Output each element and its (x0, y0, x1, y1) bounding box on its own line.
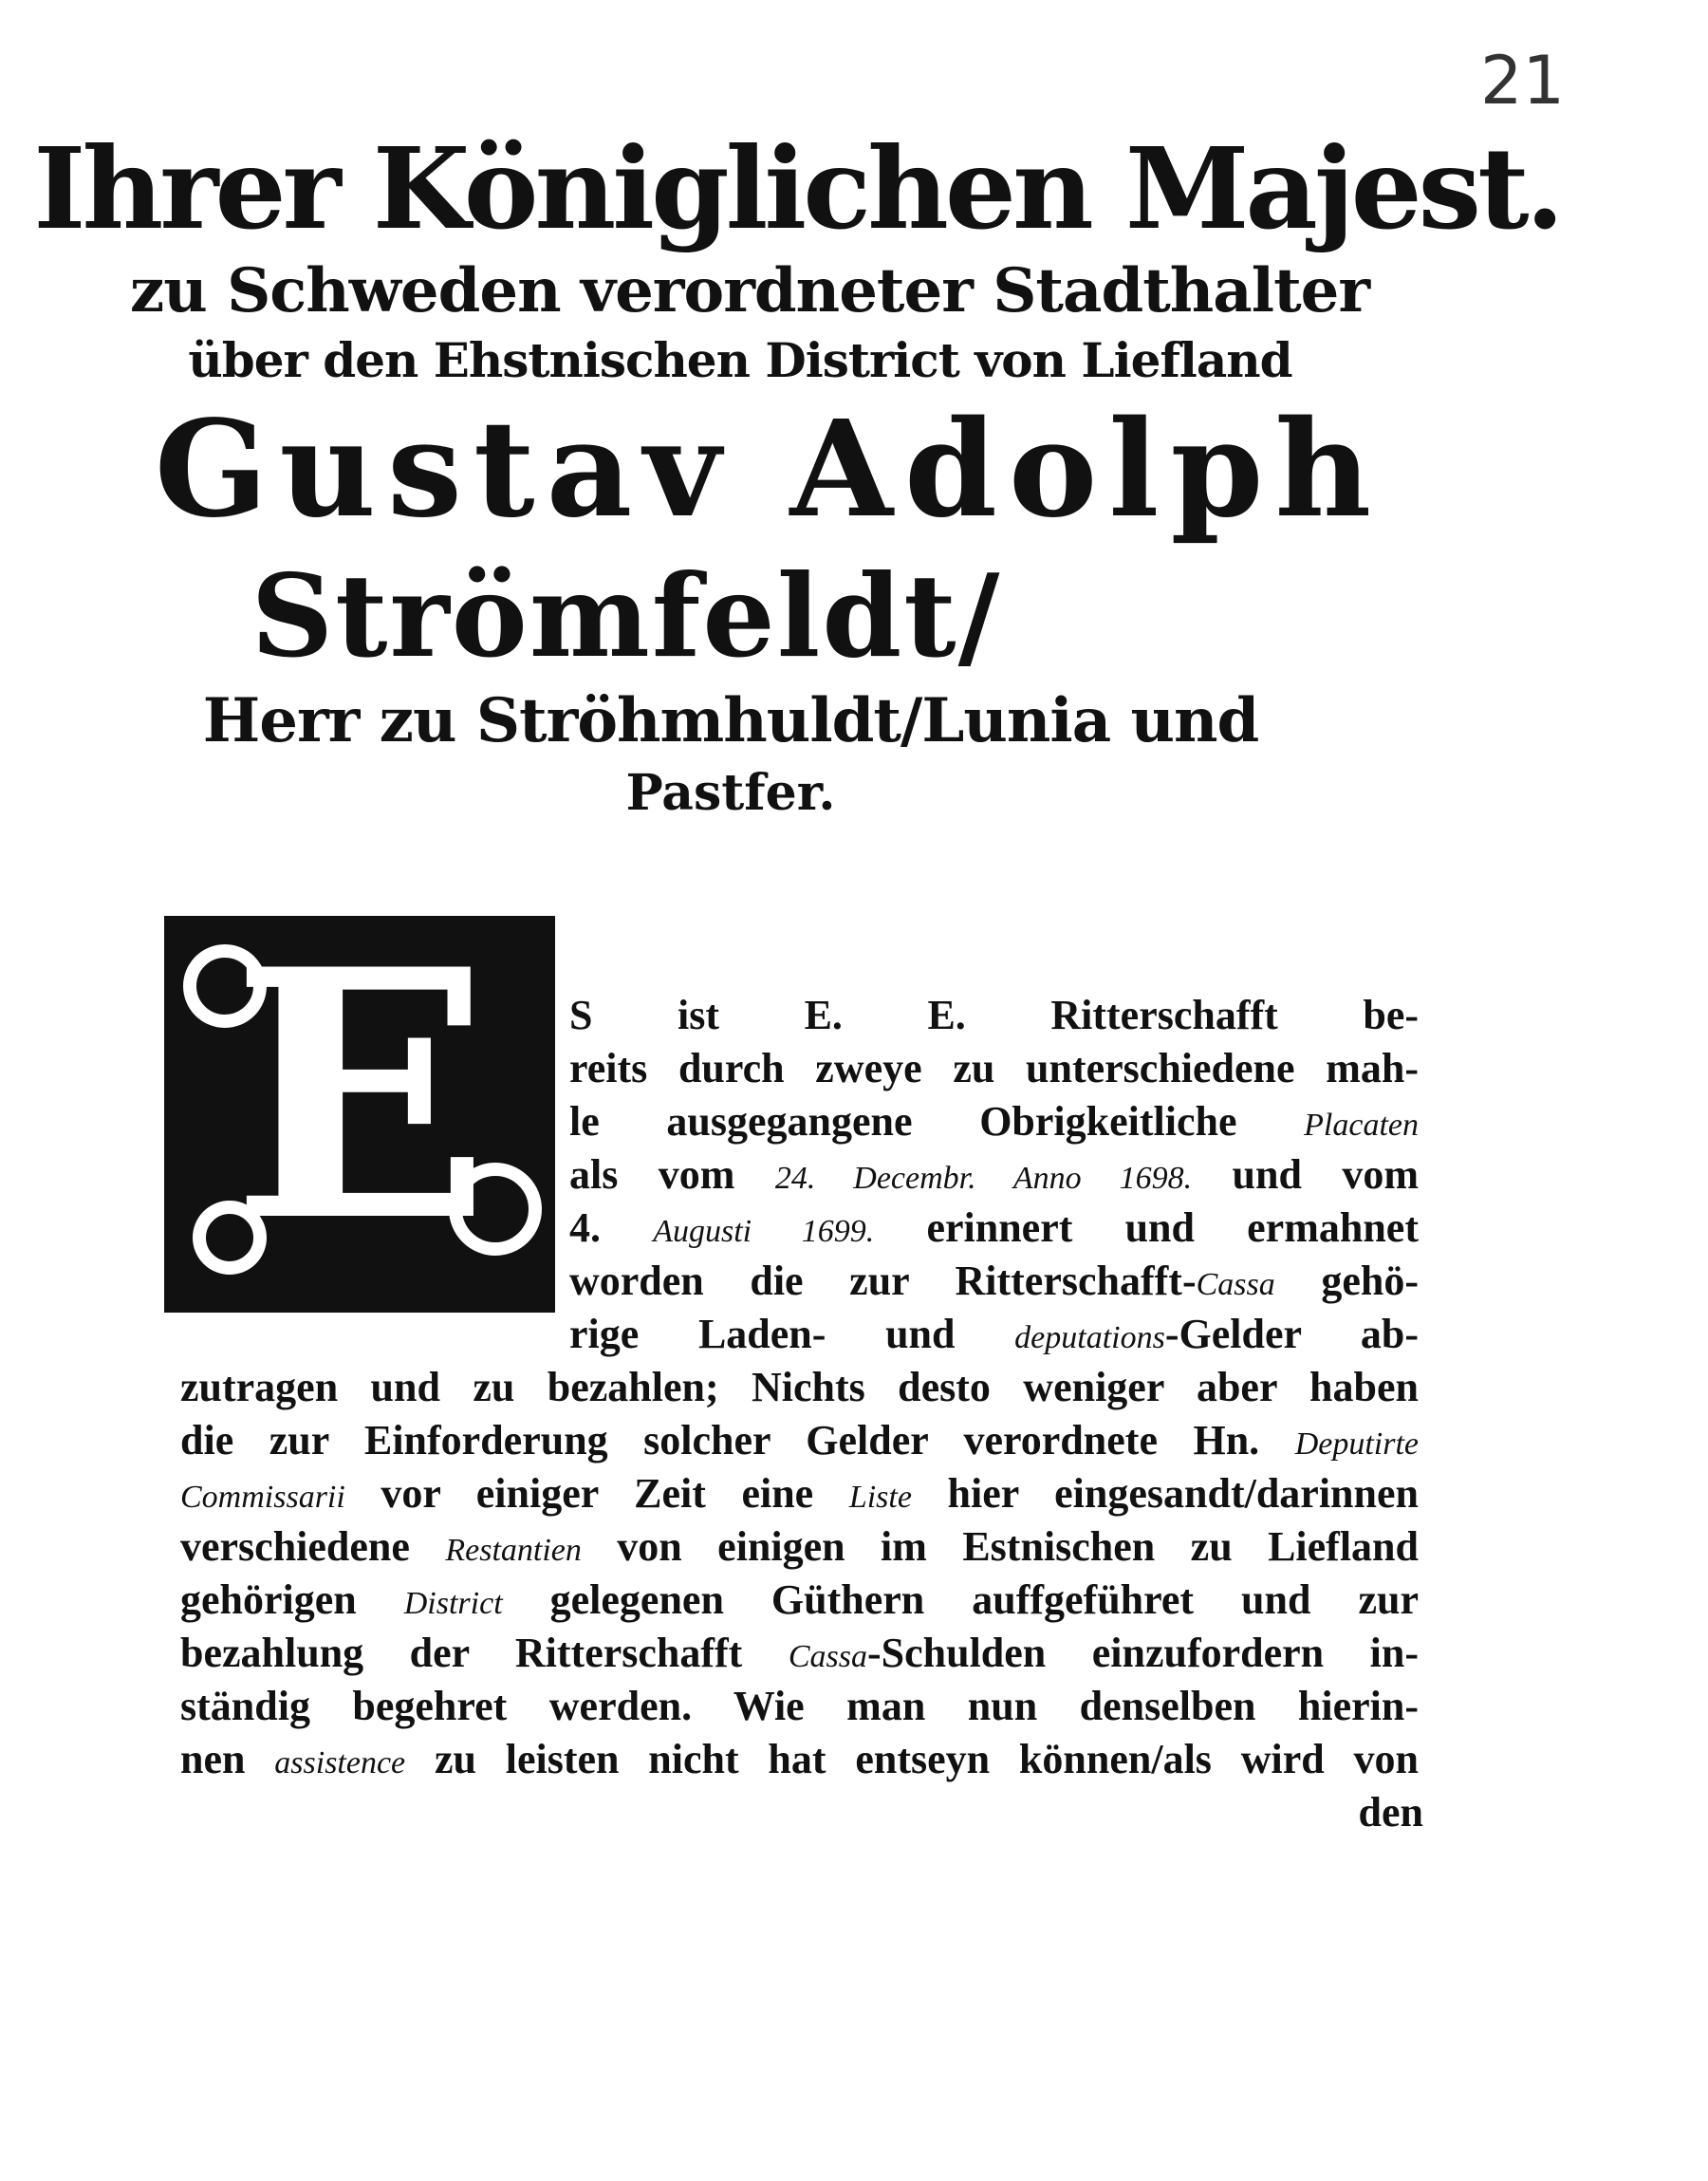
text-segment: vor einiger Zeit eine (344, 1470, 849, 1517)
body-line (180, 1680, 1419, 1733)
handwritten-page-number: 21 (1480, 42, 1566, 120)
initial-letter: E (231, 916, 492, 1296)
text-segment: bezahlung der Ritterschafft (180, 1630, 789, 1676)
latin-term: Cassa (788, 1639, 867, 1674)
text-segment: zutragen und zu bezahlen; Nichts desto weniger aber haben (180, 1364, 1419, 1410)
text-segment: worden die zur Ritterschafft- (569, 1258, 1197, 1304)
latin-term: Augusti 1699. (653, 1214, 875, 1249)
text-segment: gelegenen Güthern auffgeführet und zur (502, 1576, 1419, 1623)
latin-term: deputations (1014, 1320, 1165, 1355)
text-segment: S ist E. E. Ritterschafft be- (569, 992, 1419, 1038)
heading-majesty: Ihrer Königlichen Majest. (33, 122, 1561, 254)
text-segment: die zur Einforderung solcher Gelder verordnete Hn. (180, 1417, 1295, 1463)
text-segment: reits durch zweye zu unterschiedene mah- (569, 1045, 1419, 1091)
text-segment: -Gelder ab- (1164, 1311, 1419, 1357)
text-segment: ständig begehret werden. Wie man nun denselben hierin- (180, 1683, 1419, 1729)
text-segment: den (1358, 1789, 1423, 1836)
body-line (569, 1308, 1419, 1361)
heading-lordship: Herr zu Ströhmhuldt/Lunia und (202, 685, 1259, 756)
latin-term: District (403, 1586, 503, 1621)
body-line (180, 1361, 1419, 1414)
text-segment: nen (180, 1736, 275, 1782)
heading-office: zu Schweden verordneter Stadthalter (129, 255, 1370, 326)
latin-term: assistence (274, 1745, 406, 1780)
text-segment: erinnert und ermahnet (874, 1204, 1419, 1251)
text-segment: verschiedene (180, 1523, 446, 1570)
text-segment: 4. (569, 1204, 654, 1251)
body-line (180, 1520, 1419, 1574)
body-line (180, 1467, 1419, 1520)
latin-term: Deputirte (1294, 1426, 1419, 1462)
body-line (569, 1095, 1419, 1148)
text-segment: le ausgegangene Obrigkeitliche (569, 1098, 1305, 1145)
body-line (569, 1255, 1419, 1308)
body-line (569, 989, 1419, 1042)
heading-name-first: Gustav Adolph (154, 392, 1383, 548)
latin-term: Commissarii (180, 1480, 345, 1515)
latin-term: Placaten (1304, 1108, 1419, 1143)
text-segment: gehörigen (180, 1576, 404, 1623)
heading-lordship-cont: Pastfer. (625, 764, 836, 822)
text-segment: als vom (569, 1151, 775, 1198)
body-line (180, 1627, 1419, 1680)
heading-name-last: Strömfeldt/ (251, 550, 1002, 683)
text-segment: gehö- (1274, 1258, 1419, 1304)
text-segment: hier eingesandt/darinnen (911, 1470, 1419, 1517)
text-segment: -Schulden einzufordern in- (866, 1630, 1419, 1676)
decorated-initial (164, 916, 555, 1313)
text-segment: rige Laden- und (569, 1311, 1015, 1357)
body-line (180, 1733, 1419, 1786)
text-segment: und vom (1192, 1151, 1419, 1198)
body-line (569, 1042, 1419, 1095)
text-segment: von einigen im Estnischen zu Liefland (581, 1523, 1419, 1570)
latin-term: Cassa (1196, 1267, 1275, 1302)
body-line (569, 1202, 1419, 1255)
text-segment: zu leisten nicht hat entseyn können/als wird von (405, 1736, 1419, 1782)
latin-term: Liste (848, 1480, 912, 1515)
heading-district: über den Ehstnischen District von Liefland (188, 332, 1292, 388)
latin-term: 24. Decembr. Anno 1698. (774, 1161, 1193, 1196)
body-line (1347, 1786, 1423, 1839)
body-line (180, 1414, 1419, 1467)
body-line (180, 1574, 1419, 1627)
body-line (569, 1148, 1419, 1202)
latin-term: Restantien (445, 1533, 582, 1568)
